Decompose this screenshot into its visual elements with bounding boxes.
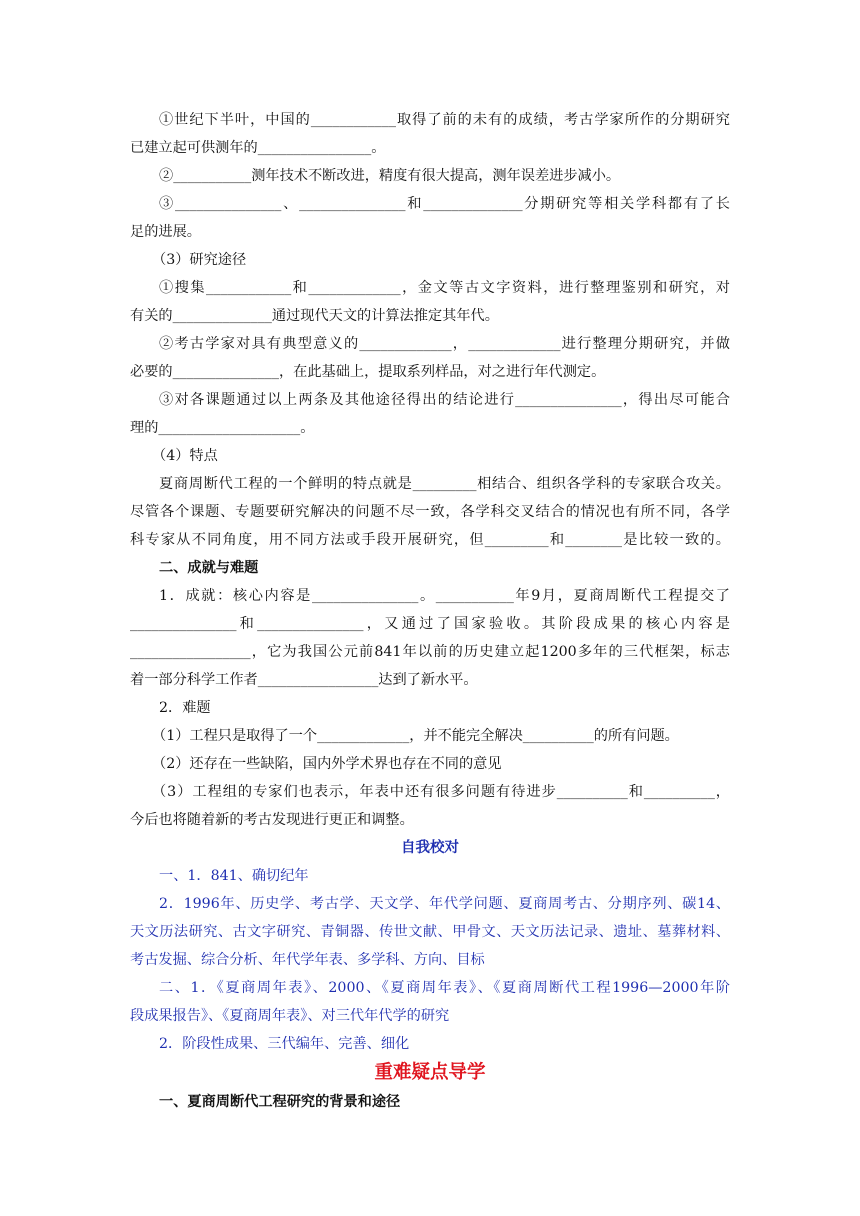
text-line: 科专家从不同角度，用不同方法或手段开展研究，但_________和________是比较一致的。	[130, 532, 730, 548]
guide-title: 重难疑点导学	[374, 1062, 486, 1083]
answer-line: 2．阶段性成果、三代编年、完善、细化	[159, 1036, 410, 1052]
text-line: ③_______________、_______________和______________分期研究等相关学科都有了长	[159, 196, 730, 212]
text-line: 今后也将随着新的考古发现进行更正和调整。	[130, 812, 414, 828]
text-line: ②考古学家对具有典型意义的_____________，_____________进行整理分期研究，并做	[159, 336, 730, 352]
text-line: 有关的______________通过现代天文的计算法推定其年代。	[130, 308, 499, 324]
text-line: （3）工程组的专家们也表示，年表中还有很多问题有待进步__________和__________，	[152, 784, 730, 800]
answer-line: 段成果报告》、《夏商周年表》、对三代年代学的研究	[130, 1008, 450, 1024]
text-line: ③对各课题通过以上两条及其他途径得出的结论进行_______________，得出尽可能合	[159, 392, 730, 408]
answer-line: 2．1996年、历史学、考古学、天文学、年代学问题、夏商周考古、分期序列、碳14、	[159, 896, 730, 912]
text-line: 已建立起可供测年的________________。	[130, 140, 386, 156]
text-line: ②___________测年技术不断改进，精度有很大提高，测年误差进步减小。	[159, 168, 621, 184]
text-line: _______________和_______________，又通过了国家验收。其阶段成果的核心内容是	[130, 616, 730, 632]
answer-line: 一、1．841、确切纪年	[159, 868, 309, 884]
text-line: 1．成就：核心内容是_______________。___________年9月，夏商周断代工程提交了	[159, 588, 730, 604]
text-line: ①搜集____________和_____________，金文等古文字资料，进行整理鉴别和研究，对	[159, 280, 730, 296]
guide-subtitle: 一、夏商周断代工程研究的背景和途径	[159, 1094, 401, 1110]
subheading-research-path: （3）研究途径	[152, 252, 247, 268]
section-heading-achievements: 二、成就与难题	[159, 560, 259, 576]
text-line: ①世纪下半叶，中国的____________取得了前的未有的成绩，考古学家所作的分期研究	[159, 112, 730, 128]
text-line: 足的进展。	[130, 224, 201, 240]
text-line: （1）工程只是取得了一个_____________，并不能完全解决__________的所有问题。	[152, 728, 679, 744]
text-line: 尽管各个课题、专题要研究解决的问题不尽一致，各学科交叉结合的情况也有所不同，各学	[130, 504, 730, 520]
text-line: 理的____________________。	[130, 420, 315, 436]
answer-line: 二、1．《夏商周年表》、2000、《夏商周年表》、《夏商周断代工程1996—2000年阶	[159, 980, 730, 996]
document-page	[130, 106, 730, 1116]
text-line: _________________，它为我国公元前841年以前的历史建立起1200多年的三代框架，标志	[130, 644, 730, 660]
answer-line: 考古发掘、综合分析、年代学年表、多学科、方向、目标	[130, 952, 485, 968]
subheading-features: （4）特点	[152, 448, 218, 464]
text-line: 夏商周断代工程的一个鲜明的特点就是_________相结合、组织各学科的专家联合攻关。	[159, 476, 730, 492]
text-line: （2）还存在一些缺陷，国内外学术界也存在不同的意见	[152, 756, 502, 772]
text-line: 必要的_______________，在此基础上，提取系列样品，对之进行年代测定。	[130, 364, 606, 380]
self-check-title: 自我校对	[401, 839, 459, 856]
subheading-difficulties: 2．难题	[159, 700, 211, 716]
text-line: 着一部分科学工作者_________________达到了新水平。	[130, 672, 478, 688]
answer-line: 天文历法研究、古文字研究、青铜器、传世文献、甲骨文、天文历法记录、遗址、墓葬材料、	[130, 924, 730, 940]
